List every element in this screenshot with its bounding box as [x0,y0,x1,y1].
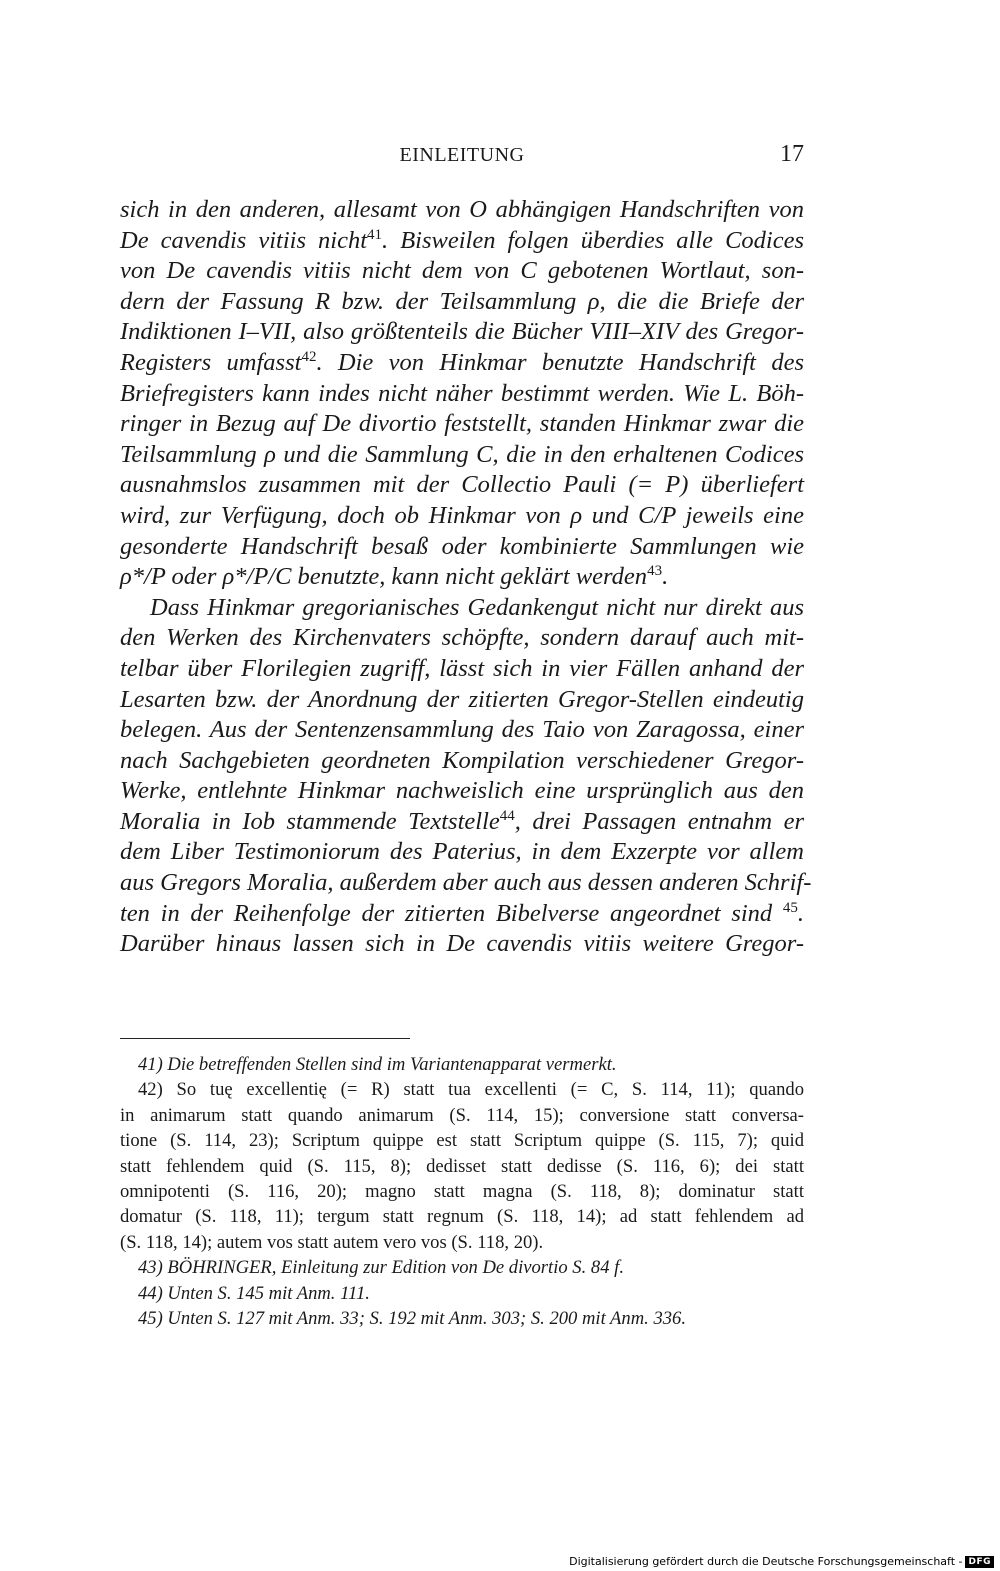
footnote-44: 44) Unten S. 145 mit Anm. 111. [138,1282,370,1304]
body-line: sich in den anderen, allesamt von O abhängigen Handschriften von [120,196,804,223]
body-line: Darüber hinaus lassen sich in De cavendis vitiis weitere Gregor- [120,930,804,958]
footnote-42-line: domatur (S. 118, 11); tergum statt regnum (S. 118, 14); ad statt fehlendem ad [120,1206,804,1228]
body-line: von De cavendis vitiis nicht dem von C gebotenen Wortlaut, son- [120,257,804,285]
credit-text: Digitalisierung gefördert durch die Deutsche Forschungsgemeinschaft - [569,1555,963,1568]
body-line: Indiktionen I–VII, also größtenteils die Bücher VIII–XIV des Gregor- [120,318,804,346]
body-line: wird, zur Verfügung, doch ob Hinkmar von ρ und C/P jeweils eine [120,501,804,529]
page-header [120,141,804,174]
footnote-42-line: (S. 118, 14); autem vos statt autem vero vos (S. 118, 20). [120,1231,544,1253]
footnote-ref[interactable]: 42 [301,348,317,365]
footnote-45: 45) Unten S. 127 mit Anm. 33; S. 192 mit Anm. 303; S. 200 mit Anm. 336. [138,1307,686,1329]
body-line: aus Gregors Moralia, außerdem aber auch aus dessen anderen Schrif- [120,869,812,897]
running-head: EINLEITUNG [399,144,525,166]
body-line: ausnahmslos zusammen mit der Collectio Pauli (= P) überliefert [120,471,804,499]
footnote-ref[interactable]: 41 [367,226,383,243]
body-line: nach Sachgebieten geordneten Kompilation verschiedener Gregor- [120,746,804,774]
footnote-42-line: 42) So tuę excellentię (= R) statt tua excellenti (= C, S. 114, 11); quando [138,1079,804,1101]
footnote-ref[interactable]: 45 [782,899,798,916]
body-line: Dass Hinkmar gregorianisches Gedankengut nicht nur direkt aus [150,593,804,621]
body-line: De cavendis vitiis nicht$^{41}$. Bisweilen folgen überdies alle Codices [120,226,804,254]
body-line: dern der Fassung R bzw. der Teilsammlung ρ, die die Briefe der [120,287,804,315]
footnote-42-line: omnipotenti (S. 116, 20); magno statt magna (S. 118, 8); dominatur statt [120,1180,804,1202]
body-line: Registers umfasst$^{42}$. Die von Hinkmar benutzte Handschrift des [120,348,804,376]
footnote-42-line: in animarum statt quando animarum (S. 114, 15); conversione statt conversa- [120,1104,804,1126]
body-line: dem Liber Testimoniorum des Paterius, in dem Exzerpte vor allem [120,838,804,866]
footnote-divider [120,1038,410,1039]
body-line: Lesarten bzw. der Anordnung der zitierten Gregor-Stellen eindeutig [120,685,804,713]
body-line: Briefregisters kann indes nicht näher bestimmt werden. Wie L. Böh- [120,379,804,407]
body-line: Teilsammlung ρ und die Sammlung C, die in den erhaltenen Codices [120,440,804,468]
footnote-41: 41) Die betreffenden Stellen sind im Variantenapparat vermerkt. [138,1054,617,1075]
footnote-ref[interactable]: 43 [647,563,663,580]
digitization-credit [569,1555,994,1568]
dfg-logo-icon: DFG [965,1556,994,1568]
body-line: telbar über Florilegien zugriff, lässt sich in vier Fällen anhand der [120,654,804,682]
body-line: ten in der Reihenfolge der zitierten Bibelverse angeordnet sind $^{45}$. [120,899,804,927]
body-line: ρ*/P oder ρ*/P/C benutzte, kann nicht geklärt werden$^{43}$. [120,563,669,591]
body-line: Moralia in Iob stammende Textstelle$^{44}$, drei Passagen entnahm er [120,807,805,835]
body-line: belegen. Aus der Sentenzensammlung des Taio von Zaragossa, einer [120,716,804,744]
footnote-42-line: statt fehlendem quid (S. 115, 8); dedisset statt dedisse (S. 116, 6); dei statt [120,1155,804,1177]
footnotes [120,1052,804,1331]
body-text [120,195,812,960]
body-line: Werke, entlehnte Hinkmar nachweislich eine ursprünglich aus den [120,777,804,805]
body-line: gesonderte Handschrift besaß oder kombinierte Sammlungen wie [120,532,804,560]
page-number: 17 [780,141,804,167]
footnote-ref[interactable]: 44 [499,807,515,824]
body-line: den Werken des Kirchenvaters schöpfte, sondern darauf auch mit- [120,624,804,652]
footnote-43: 43) BÖHRINGER, Einleitung zur Edition von De divortio S. 84 f. [138,1257,624,1279]
footnote-42-line: tione (S. 114, 23); Scriptum quippe est statt Scriptum quippe (S. 115, 7); quid [120,1130,804,1152]
body-line: ringer in Bezug auf De divortio feststellt, standen Hinkmar zwar die [120,410,804,438]
